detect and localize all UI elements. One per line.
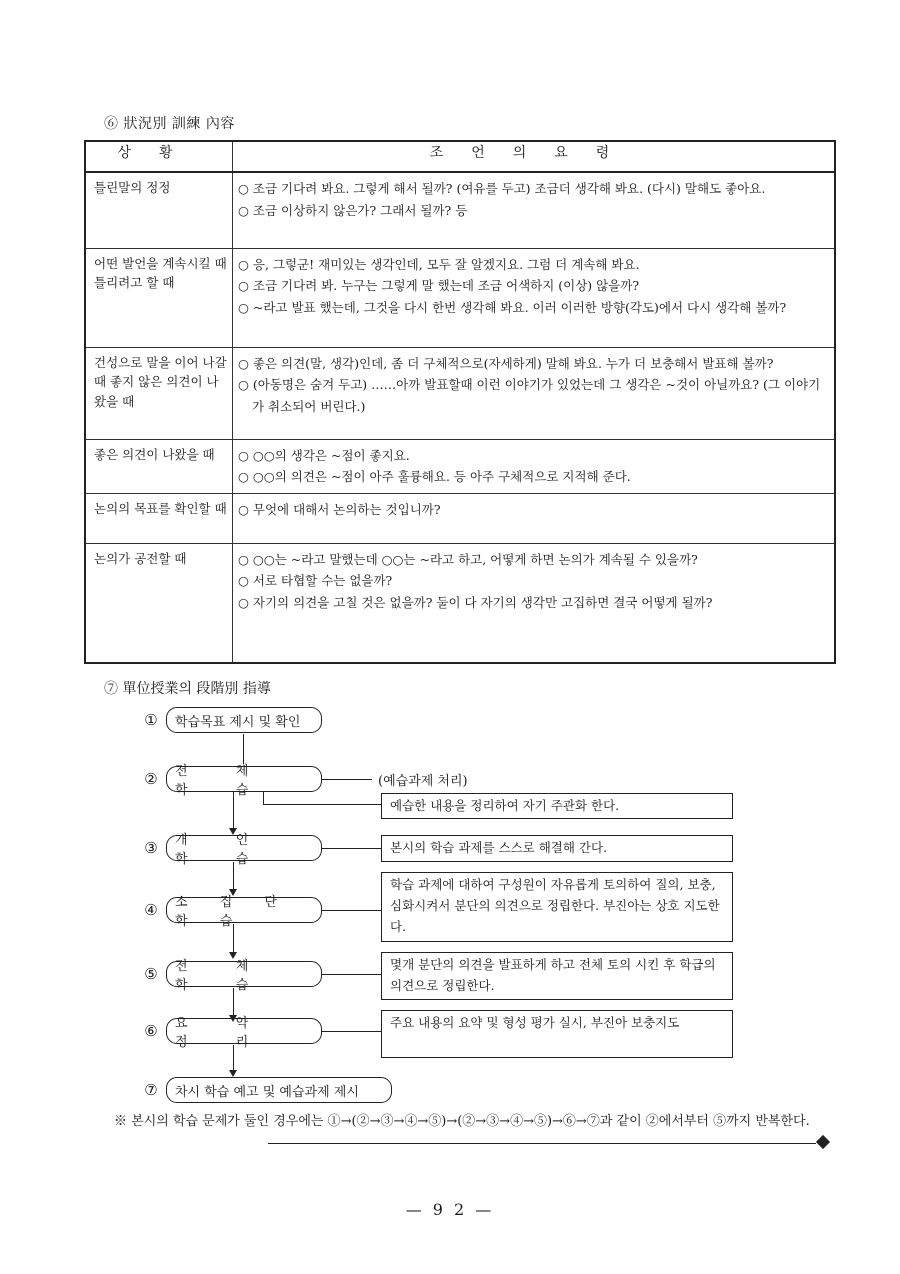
flow-connector [322,848,381,849]
section7-title: ⑦ 單位授業의 段階別 指導 [104,681,271,697]
situation-cell: 좋은 의견이 나왔을 때 [85,439,233,493]
flow-step-3 [140,833,322,867]
note-end-rule [268,1143,816,1144]
advice-cell [233,248,836,347]
table-row [85,248,835,347]
advice-cell [233,172,836,248]
advice-line: ○ ○○는 ~라고 말했는데 ○○는 ~라고 하고, 어떻게 하면 논의가 계속될 수 있을까? [238,551,698,567]
flow-connector [233,792,234,832]
step2-note: (예습과제 처리) [378,773,468,789]
advice-line: ○ ○○의 의견은 ~점이 아주 훌륭해요. 등 아주 구체적으로 지적해 준다. [238,469,631,484]
page-number: — 9 2 — [405,1200,495,1219]
advice-line: ○ 서로 타협할 수는 없을까? [238,573,393,588]
table-row [85,543,835,663]
situation-cell: 건성으로 말을 이어 나갈 때 좋지 않은 의견이 나왔을 때 [85,347,233,439]
table-row [85,493,835,543]
repeat-note: ※ 본시의 학습 문제가 둘인 경우에는 ①→(②→③→④→⑤)→(②→③→④→⑤)→⑥→⑦과 같이 ②에서부터 ⑤까지 반복한다. [114,1114,810,1129]
step-number: ④ [144,901,158,919]
flow-connector [322,974,381,975]
advice-line: ○ 응, 그렇군! 재미있는 생각인데, 모두 잘 알겠지요. 그럼 더 계속해 봐요. [238,256,640,272]
situation-cell: 논의의 목표를 확인할 때 [85,493,233,543]
flow-step-1 [140,706,322,734]
advice-cell [233,439,836,493]
advice-line: ○ ~라고 발표 했는데, 그것을 다시 한번 생각해 봐요. 이러 이러한 방향(각도)에서 다시 생각해 볼까? [238,299,787,315]
step-label: 소 집 단 학 습 [175,895,291,929]
flow-connector [263,804,381,805]
step-label: 학습목표 제시 및 확인 [175,714,301,730]
situation-cell: 어떤 발언을 계속시킬 때 틀리려고 할 때 [85,248,233,347]
table-row [85,439,835,493]
flow-connector [322,910,381,911]
situation-cell: 논의가 공전할 때 [85,543,233,663]
situation-training-table [84,140,836,664]
step-number: ⑤ [144,965,158,983]
step-label-box [166,764,322,798]
step3-description-box: 본시의 학습 과제를 스스로 해결해 간다. [381,835,733,862]
step-number: ① [144,711,158,729]
step-number: ⑦ [144,1081,158,1099]
table-row [85,172,835,248]
advice-line: ○ 조금 이상하지 않은가? 그래서 될까? 등 [238,202,468,218]
step-label: 차시 학습 예고 및 예습과제 제시 [175,1084,359,1100]
advice-cell [233,493,836,543]
step-label-box [166,895,322,929]
step-label-box [166,707,322,733]
advice-cell [233,347,836,439]
situation-cell: 틀린말의 정정 [85,172,233,248]
step-label: 개 인 학 습 [175,833,271,867]
section6-title: ⑥ 狀況別 訓練 內容 [104,116,235,132]
end-diamond-icon [816,1135,830,1149]
step-number: ② [144,770,158,788]
step5-description-box: 몇개 분단의 의견을 발표하게 하고 전체 토의 시킨 후 학급의 의견으로 정립한다. [381,952,733,1000]
flow-step-4 [140,895,322,929]
flow-step-7 [140,1076,392,1104]
advice-line: ○ (아동명은 숨겨 두고) ……아까 발표할때 이런 이야기가 있었는데 그 생각은 ~것이 아닐까요? (그 이야기가 취소되어 버린다.) [238,377,821,414]
step6-description-box: 주요 내용의 요약 및 형성 평가 실시, 부진아 보충지도 [381,1010,733,1058]
header-advice: 조언의요령 [233,141,836,172]
advice-line: ○ 조금 기다려 봐. 누구는 그렇게 말 했는데 조금 어색하지 (이상) 않을까? [238,278,640,293]
step-label-box [166,1077,392,1103]
step-number: ⑥ [144,1022,158,1040]
step-label: 전 체 학 습 [175,764,271,798]
step-label-box [166,833,322,867]
step-label: 요 약 정 리 [175,1016,271,1050]
flow-step-6 [140,1016,322,1050]
advice-line: ○ 좋은 의견(말, 생각)인데, 좀 더 구체적으로(자세하게) 말해 봐요. 누가 더 보충해서 발표해 볼까? [238,355,774,371]
step-label-box [166,959,322,993]
step-label: 전 체 학 습 [175,959,271,993]
advice-line: ○ 무엇에 대해서 논의하는 것입니까? [238,501,441,517]
step4-description-box: 학습 과제에 대하여 구성원이 자유롭게 토의하여 질의, 보충, 심화시켜서 분단의 의견으로 정립한다. 부진아는 상호 지도한다. [381,872,733,942]
header-situation: 상황 [85,141,233,172]
step-label-box [166,1016,322,1050]
flow-step-2 [140,764,468,798]
flow-connector [322,1031,381,1032]
step2-description-box: 예습한 내용을 정리하여 자기 주관화 한다. [381,793,733,819]
advice-line: ○ 조금 기다려 봐요. 그렇게 해서 될까? (여유를 두고) 조금더 생각해 봐요. (다시) 말해도 좋아요. [238,181,766,196]
advice-line: ○ 자기의 의견을 고칠 것은 없을까? 둘이 다 자기의 생각만 고집하면 결국 어떻게 될까? [238,594,713,610]
step-number: ③ [144,839,158,857]
advice-line: ○ ○○의 생각은 ~점이 좋지요. [238,447,410,463]
flow-step-5 [140,959,322,993]
advice-cell [233,543,836,663]
table-row [85,347,835,439]
